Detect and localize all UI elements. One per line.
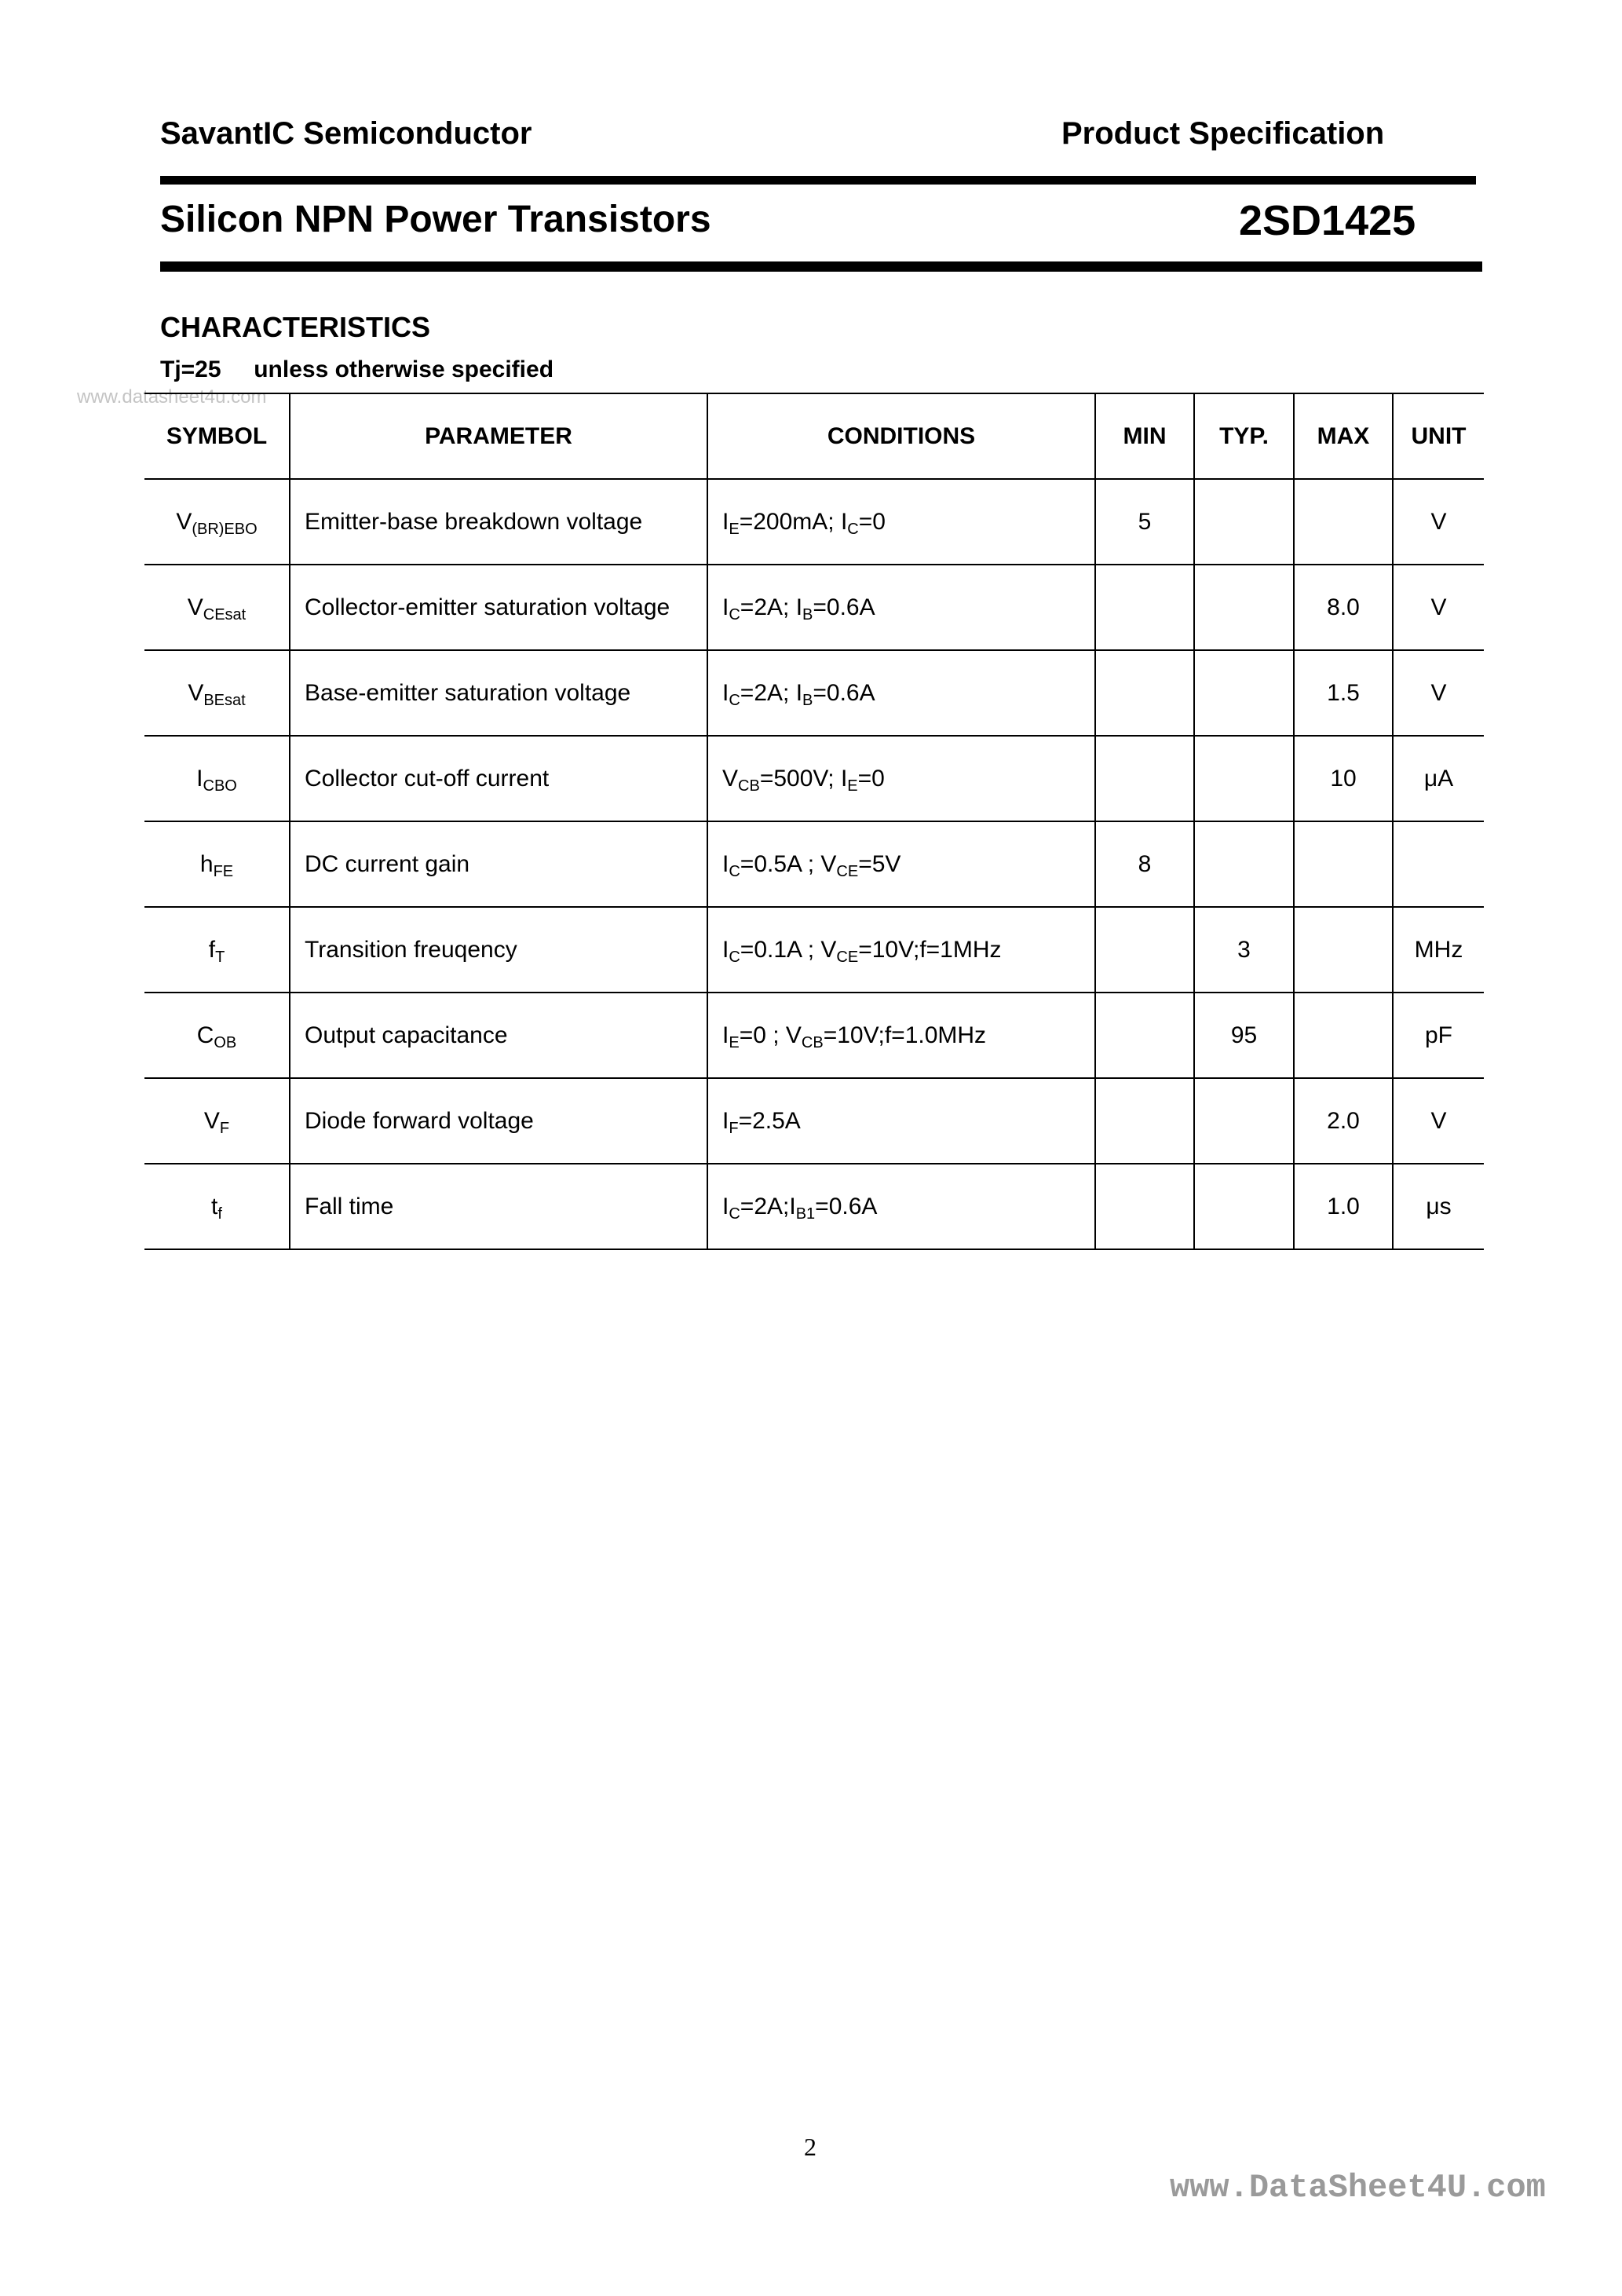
condition-value: =0.5A ; (740, 850, 821, 877)
table-row (144, 907, 1484, 993)
header-conditions: CONDITIONS (707, 393, 1095, 479)
condition-value: =10V;f=1.0MHz (823, 1022, 987, 1048)
typ-cell: 95 (1194, 993, 1294, 1078)
condition-subscript: C (847, 520, 859, 538)
typ-cell (1194, 650, 1294, 736)
condition-var: I (722, 936, 729, 963)
symbol-base: V (188, 679, 204, 706)
symbol-cell (144, 1078, 290, 1164)
condition-var: I (722, 1107, 729, 1134)
condition-var: I (789, 1193, 796, 1219)
max-cell: 10 (1294, 736, 1393, 821)
symbol-subscript: FE (213, 862, 234, 880)
symbol-base: V (187, 594, 203, 620)
table-row (144, 993, 1484, 1078)
symbol-subscript: f (217, 1205, 222, 1223)
condition-value: =2A; (740, 1193, 790, 1219)
header-unit: UNIT (1393, 393, 1484, 479)
condition-var: I (722, 1193, 729, 1219)
page-number: 2 (804, 2133, 816, 2161)
conditions-cell (707, 993, 1095, 1078)
parameter-cell: DC current gain (290, 821, 707, 907)
condition-subscript: C (729, 862, 740, 880)
condition-value: =0 (857, 765, 885, 792)
condition-value: =10V;f=1MHz (858, 936, 1002, 963)
table-row (144, 650, 1484, 736)
max-cell: 1.0 (1294, 1164, 1393, 1249)
symbol-cell (144, 565, 290, 650)
symbol-subscript: (BR)EBO (192, 520, 258, 538)
watermark-bottom: www.DataSheet4U.com (1170, 2169, 1546, 2206)
condition-subscript: E (729, 1033, 740, 1051)
characteristics-table (144, 393, 1484, 1250)
parameter-cell: Transition freuqency (290, 907, 707, 993)
symbol-base: V (203, 1107, 220, 1134)
symbol-subscript: T (215, 948, 225, 966)
section-title: CHARACTERISTICS (160, 311, 431, 343)
condition-value: =5V (858, 850, 901, 877)
unit-cell: MHz (1393, 907, 1484, 993)
condition-var: I (722, 850, 729, 877)
condition-var: I (840, 765, 848, 792)
conditions-cell (707, 1078, 1095, 1164)
condition-value: =200mA; (739, 508, 841, 535)
symbol-subscript: CBO (203, 777, 237, 795)
condition-var: I (722, 594, 729, 620)
test-condition-note: Tj=25 unless otherwise specified (160, 356, 554, 382)
condition-value: =2A; (740, 594, 796, 620)
condition-subscript: C (729, 948, 740, 966)
parameter-cell: Base-emitter saturation voltage (290, 650, 707, 736)
condition-value: =0 (858, 508, 886, 535)
condition-var: I (722, 508, 729, 535)
condition-value: =2.5A (738, 1107, 801, 1134)
watermark-top: www.datasheet4u.com (77, 386, 267, 408)
min-cell (1095, 650, 1194, 736)
product-title: Silicon NPN Power Transistors (160, 199, 711, 240)
parameter-cell: Emitter-base breakdown voltage (290, 479, 707, 565)
symbol-cell (144, 736, 290, 821)
condition-var: V (785, 1022, 802, 1048)
condition-value: =2A; (740, 679, 796, 706)
min-cell: 5 (1095, 479, 1194, 565)
symbol-cell (144, 821, 290, 907)
unit-cell: pF (1393, 993, 1484, 1078)
condition-var: I (795, 594, 803, 620)
symbol-cell (144, 907, 290, 993)
condition-value: =0.6A (813, 594, 875, 620)
condition-value: =500V; (759, 765, 841, 792)
condition-var: I (722, 679, 729, 706)
min-cell: 8 (1095, 821, 1194, 907)
parameter-cell: Collector cut-off current (290, 736, 707, 821)
max-cell: 8.0 (1294, 565, 1393, 650)
conditions-cell (707, 907, 1095, 993)
condition-subscript: CB (801, 1033, 824, 1051)
condition-subscript: C (729, 691, 740, 709)
min-cell (1095, 1078, 1194, 1164)
part-number: 2SD1425 (1239, 197, 1416, 244)
header-rule-top (160, 176, 1476, 185)
condition-subscript: CE (836, 948, 859, 966)
symbol-base: h (199, 850, 214, 877)
document-type: Product Specification (1061, 116, 1385, 151)
unit-cell: μs (1393, 1164, 1484, 1249)
min-cell (1095, 1164, 1194, 1249)
max-cell (1294, 821, 1393, 907)
max-cell: 2.0 (1294, 1078, 1393, 1164)
parameter-cell: Diode forward voltage (290, 1078, 707, 1164)
condition-var: V (820, 850, 837, 877)
symbol-cell (144, 1164, 290, 1249)
max-cell (1294, 993, 1393, 1078)
company-name: SavantIC Semiconductor (160, 116, 532, 151)
symbol-base: f (208, 936, 216, 963)
typ-cell (1194, 821, 1294, 907)
header-typ: TYP. (1194, 393, 1294, 479)
condition-var: I (722, 1022, 729, 1048)
symbol-base: I (196, 765, 203, 792)
table-header-row (144, 393, 1484, 479)
condition-subscript: E (847, 777, 858, 795)
conditions-cell (707, 650, 1095, 736)
typ-cell: 3 (1194, 907, 1294, 993)
min-cell (1095, 565, 1194, 650)
unit-cell: V (1393, 565, 1484, 650)
header-max: MAX (1294, 393, 1393, 479)
unit-cell (1393, 821, 1484, 907)
max-cell: 1.5 (1294, 650, 1393, 736)
condition-var: V (722, 765, 739, 792)
typ-cell (1194, 1164, 1294, 1249)
conditions-cell (707, 565, 1095, 650)
condition-subscript: F (729, 1119, 739, 1137)
min-cell (1095, 736, 1194, 821)
condition-subscript: B (802, 691, 813, 709)
unit-cell: μA (1393, 736, 1484, 821)
header-min: MIN (1095, 393, 1194, 479)
symbol-subscript: OB (214, 1033, 237, 1051)
symbol-subscript: F (219, 1119, 230, 1137)
condition-value: =0.6A (813, 679, 875, 706)
symbol-base: C (196, 1022, 214, 1048)
symbol-cell (144, 650, 290, 736)
typ-cell (1194, 565, 1294, 650)
typ-cell (1194, 479, 1294, 565)
condition-var: I (840, 508, 848, 535)
header-parameter: PARAMETER (290, 393, 707, 479)
table-row (144, 565, 1484, 650)
condition-subscript: CB (738, 777, 760, 795)
table-row (144, 1078, 1484, 1164)
table-row (144, 821, 1484, 907)
symbol-subscript: CEsat (203, 605, 247, 623)
min-cell (1095, 993, 1194, 1078)
symbol-cell (144, 479, 290, 565)
parameter-cell: Fall time (290, 1164, 707, 1249)
conditions-cell (707, 479, 1095, 565)
unit-cell: V (1393, 650, 1484, 736)
condition-subscript: B (802, 605, 813, 623)
table-row (144, 479, 1484, 565)
conditions-cell (707, 736, 1095, 821)
unit-cell: V (1393, 1078, 1484, 1164)
typ-cell (1194, 736, 1294, 821)
condition-subscript: B1 (795, 1205, 816, 1223)
symbol-subscript: BEsat (203, 691, 246, 709)
parameter-cell: Output capacitance (290, 993, 707, 1078)
max-cell (1294, 907, 1393, 993)
condition-value: =0.1A ; (740, 936, 821, 963)
condition-subscript: C (729, 605, 740, 623)
symbol-base: V (176, 508, 192, 535)
table-row (144, 736, 1484, 821)
min-cell (1095, 907, 1194, 993)
condition-var: V (820, 936, 837, 963)
typ-cell (1194, 1078, 1294, 1164)
conditions-cell (707, 1164, 1095, 1249)
table-body (144, 479, 1484, 1249)
condition-var: I (795, 679, 803, 706)
condition-subscript: CE (836, 862, 859, 880)
symbol-cell (144, 993, 290, 1078)
max-cell (1294, 479, 1393, 565)
condition-value: =0 ; (739, 1022, 786, 1048)
condition-subscript: E (729, 520, 740, 538)
conditions-cell (707, 821, 1095, 907)
table-row (144, 1164, 1484, 1249)
unit-cell: V (1393, 479, 1484, 565)
condition-value: =0.6A (815, 1193, 878, 1219)
header-rule-bottom (160, 261, 1482, 272)
condition-subscript: C (729, 1205, 740, 1223)
parameter-cell: Collector-emitter saturation voltage (290, 565, 707, 650)
symbol-base: t (211, 1193, 218, 1219)
header-symbol: SYMBOL (144, 393, 290, 479)
